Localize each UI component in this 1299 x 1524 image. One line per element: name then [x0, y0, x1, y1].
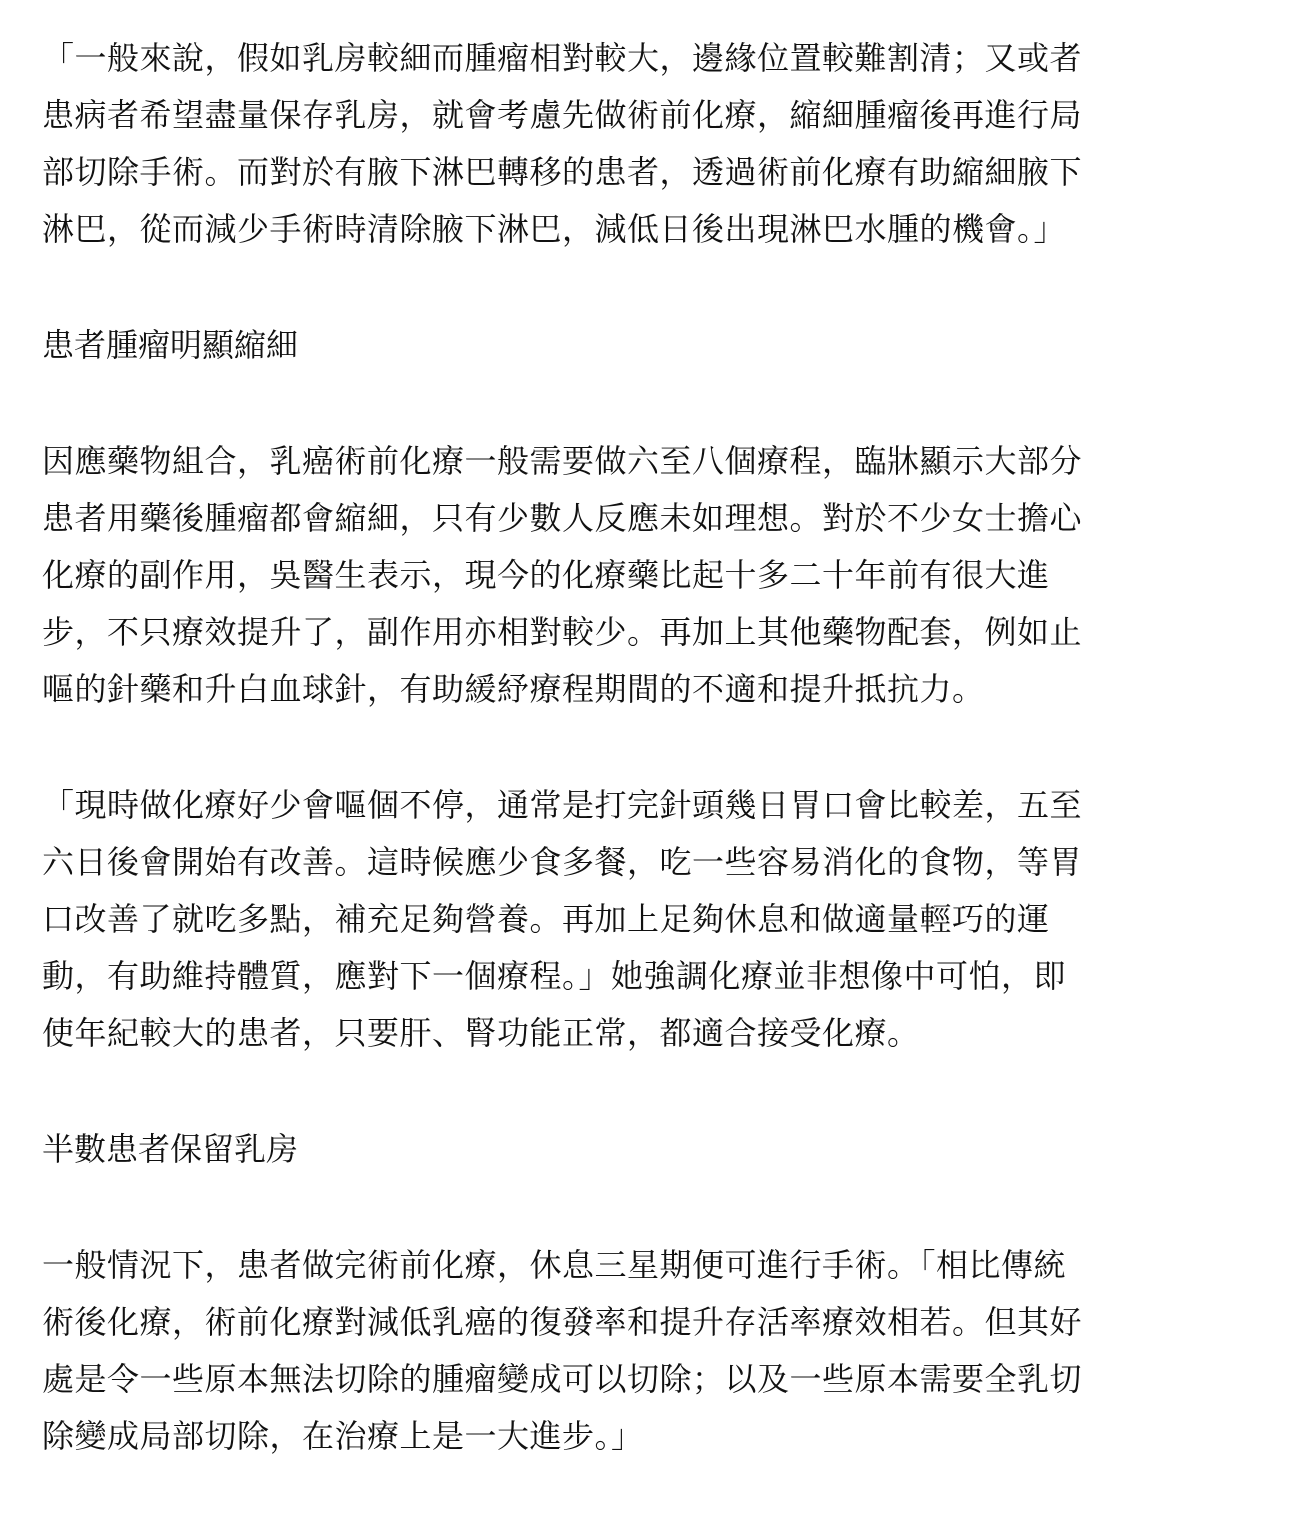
text-line: 動，有助維持體質，應對下一個療程。」她強調化療並非想像中可怕，即	[42, 957, 1067, 995]
text-line: 除變成局部切除，在治療上是一大進步。」	[42, 1417, 644, 1455]
text-line: 淋巴，從而減少手術時清除腋下淋巴，減低日後出現淋巴水腫的機會。」	[42, 210, 1067, 248]
text-line: 因應藥物組合，乳癌術前化療一般需要做六至八個療程，臨牀顯示大部分	[42, 442, 1083, 480]
paragraph-side-effects-quote	[42, 777, 1282, 1062]
text-line: 「現時做化療好少會嘔個不停，通常是打完針頭幾日胃口會比較差，五至	[42, 786, 1083, 824]
section-heading-breast-preserve: 半數患者保留乳房	[42, 1130, 299, 1168]
text-line: 使年紀較大的患者，只要肝、腎功能正常，都適合接受化療。	[42, 1014, 920, 1052]
text-line: 嘔的針藥和升白血球針，有助緩紓療程期間的不適和提升抵抗力。	[42, 670, 985, 708]
text-line: 步，不只療效提升了，副作用亦相對較少。再加上其他藥物配套，例如止	[42, 613, 1083, 651]
paragraph-intro-quote	[42, 30, 1282, 258]
section-heading-tumor-shrink: 患者腫瘤明顯縮細	[42, 326, 299, 364]
text-line: 處是令一些原本無法切除的腫瘤變成可以切除；以及一些原本需要全乳切	[42, 1360, 1083, 1398]
text-line: 部切除手術。而對於有腋下淋巴轉移的患者，透過術前化療有助縮細腋下	[42, 153, 1083, 191]
text-line: 口改善了就吃多點，補充足夠營養。再加上足夠休息和做適量輕巧的運	[42, 900, 1050, 938]
paragraph-surgery-timing	[42, 1237, 1282, 1465]
text-line: 化療的副作用，吳醫生表示，現今的化療藥比起十多二十年前有很大進	[42, 556, 1050, 594]
text-line: 術後化療，術前化療對減低乳癌的復發率和提升存活率療效相若。但其好	[42, 1303, 1083, 1341]
paragraph-chemo-cycles	[42, 433, 1282, 718]
text-line: 患病者希望盡量保存乳房，就會考慮先做術前化療，縮細腫瘤後再進行局	[42, 96, 1083, 134]
text-line: 六日後會開始有改善。這時候應少食多餐，吃一些容易消化的食物，等胃	[42, 843, 1083, 881]
text-line: 患者用藥後腫瘤都會縮細，只有少數人反應未如理想。對於不少女士擔心	[42, 499, 1083, 537]
article-body	[42, 30, 1282, 1524]
text-line: 一般情況下，患者做完術前化療，休息三星期便可進行手術。「相比傳統	[42, 1246, 1067, 1284]
text-line: 「一般來說，假如乳房較細而腫瘤相對較大，邊緣位置較難割清；又或者	[42, 39, 1083, 77]
